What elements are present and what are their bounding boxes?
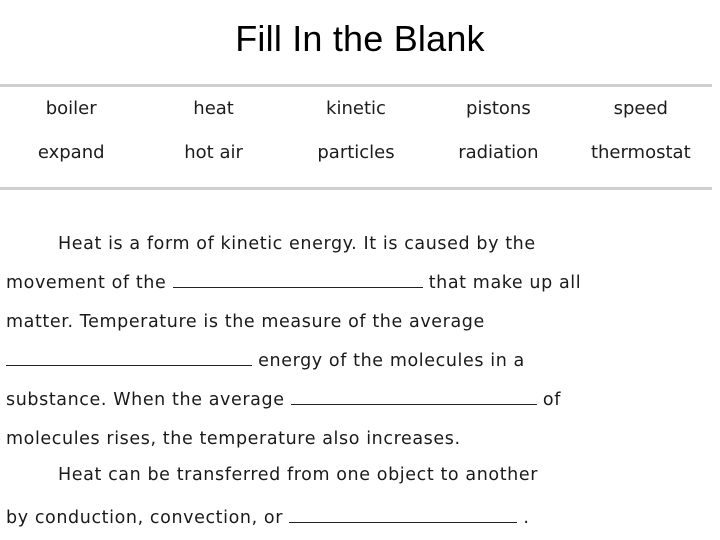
passage-text: matter. Temperature is the measure of the average <box>6 312 485 332</box>
passage-line <box>6 273 581 293</box>
divider-top <box>0 84 712 87</box>
word-bank-item: speed <box>613 98 668 119</box>
word-bank-item: thermostat <box>590 142 691 163</box>
passage-text: Heat is a form of kinetic energy. It is caused by the <box>58 234 536 254</box>
passage-text: energy of the molecules in a <box>258 351 525 371</box>
passage-line <box>6 508 530 528</box>
passage-line <box>58 465 538 485</box>
answer-blank-4[interactable] <box>289 521 517 523</box>
word-bank-item: heat <box>193 98 234 119</box>
answer-blank-3[interactable] <box>291 403 537 405</box>
word-bank-item: expand <box>37 142 105 163</box>
passage-text: that make up all <box>428 273 582 293</box>
passage-text: molecules rises, the temperature also increases. <box>6 429 461 449</box>
passage-text: by conduction, convection, or <box>6 508 284 528</box>
passage-line <box>6 390 561 410</box>
passage-line <box>6 429 461 449</box>
passage-line <box>58 234 536 254</box>
answer-blank-2[interactable] <box>6 364 252 366</box>
word-bank-item: pistons <box>466 98 531 119</box>
word-bank-item: particles <box>317 142 395 163</box>
passage-text: substance. When the average <box>6 390 285 410</box>
word-bank-item: hot air <box>184 142 243 163</box>
word-bank <box>0 98 712 164</box>
page-title: Fill In the Blank <box>235 18 485 59</box>
passage-text: of <box>542 390 561 410</box>
passage-text: Heat can be transferred from one object to another <box>58 465 539 485</box>
passage-text: movement of the <box>6 273 167 293</box>
divider-bottom <box>0 187 712 190</box>
word-bank-item: boiler <box>45 98 97 119</box>
answer-blank-1[interactable] <box>173 286 423 288</box>
passage-line <box>6 312 485 332</box>
word-bank-item: kinetic <box>326 98 386 119</box>
passage-text: . <box>523 508 530 528</box>
word-bank-item: radiation <box>458 142 539 163</box>
passage-line <box>6 351 525 371</box>
